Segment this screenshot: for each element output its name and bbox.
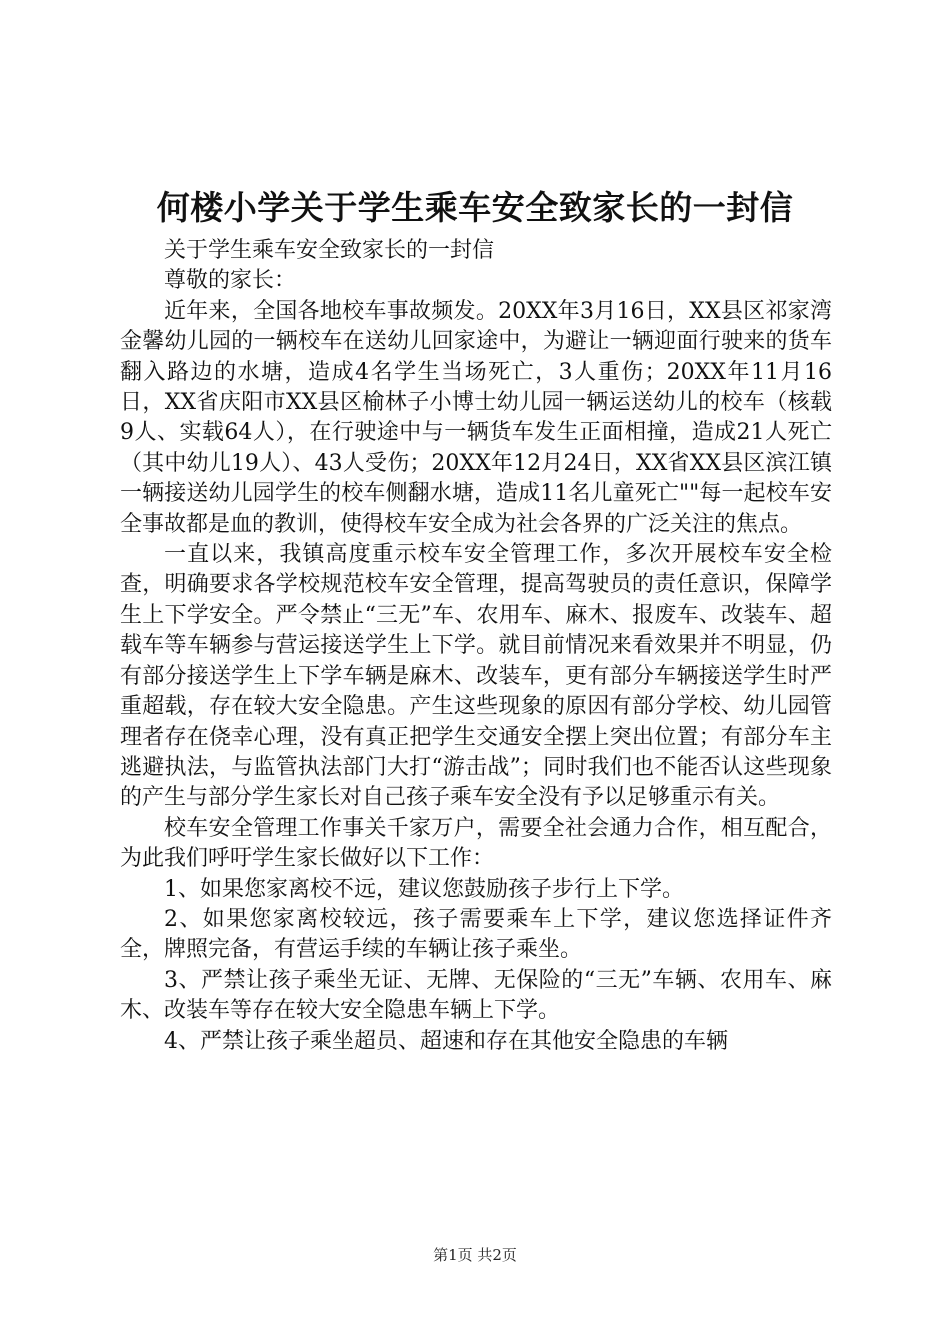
paragraph-item-3: 3、严禁让孩子乘坐无证、无牌、无保险的“三无”车辆、农用车、麻木、改装车等存在较大安全隐患车辆上下学。 xyxy=(120,967,832,1024)
paragraph-appeal: 校车安全管理工作事关千家万户，需要全社会通力合作，相互配合，为此我们呼吁学生家长做好以下工作： xyxy=(120,815,832,872)
paragraph-salutation: 尊敬的家长： xyxy=(164,268,297,294)
page-footer: 第1页 共2页 xyxy=(433,1246,517,1264)
paragraph-subtitle: 关于学生乘车安全致家长的一封信 xyxy=(164,238,495,263)
paragraph-accidents: 近年来，全国各地校车事故频发。20XX年3月16日，XX县区祁家湾金馨幼儿园的一辆校车在送幼儿回家途中，为避让一辆迎面行驶来的货车翻入路边的水塘，造成4名学生当场死亡，3人重伤；20XX年11月16日，XX省庆阳市XX县区榆林子小博士幼儿园一辆运送幼儿的校车（核载9人、实载64人），在行驶途中与一辆货车发生正面相撞，造成21人死亡（其中幼儿19人）、43人受伤；20XX年12月24日，XX省XX县区滨江镇一辆接送幼儿园学生的校车侧翻水塘，造成11名儿童死亡""每一起校车安全事故都是血的教训，使得校车安全成为社会各界的广泛关注的焦点。 xyxy=(120,298,832,537)
paragraph-management: 一直以来，我镇高度重示校车安全管理工作，多次开展校车安全检查，明确要求各学校规范校车安全管理，提高驾驶员的责任意识，保障学生上下学安全。严令禁止“三无”车、农用车、麻木、报废车、改装车、超载车等车辆参与营运接送学生上下学。就目前情况来看效果并不明显，仍有部分接送学生上下学车辆是麻木、改装车，更有部分车辆接送学生时严重超载，存在较大安全隐患。产生这些现象的原因有部分学校、幼儿园管理者存在侥幸心理，没有真正把学生交通安全摆上突出位置；有部分车主逃避执法，与监管执法部门大打“游击战”；同时我们也不能否认这些现象的产生与部分学生家长对自己孩子乘车安全没有予以足够重示有关。 xyxy=(120,542,832,811)
paragraph-item-2: 2、如果您家离校较远，孩子需要乘车上下学，建议您选择证件齐全，牌照完备，有营运手续的车辆让孩子乘坐。 xyxy=(120,906,832,963)
paragraph-item-1: 1、如果您家离校不远，建议您鼓励孩子步行上下学。 xyxy=(164,876,684,902)
document-body xyxy=(120,236,832,1057)
paragraph-item-4: 4、严禁让孩子乘坐超员、超速和存在其他安全隐患的车辆 xyxy=(164,1028,728,1054)
document-title: 何楼小学关于学生乘车安全致家长的一封信 xyxy=(156,188,794,227)
